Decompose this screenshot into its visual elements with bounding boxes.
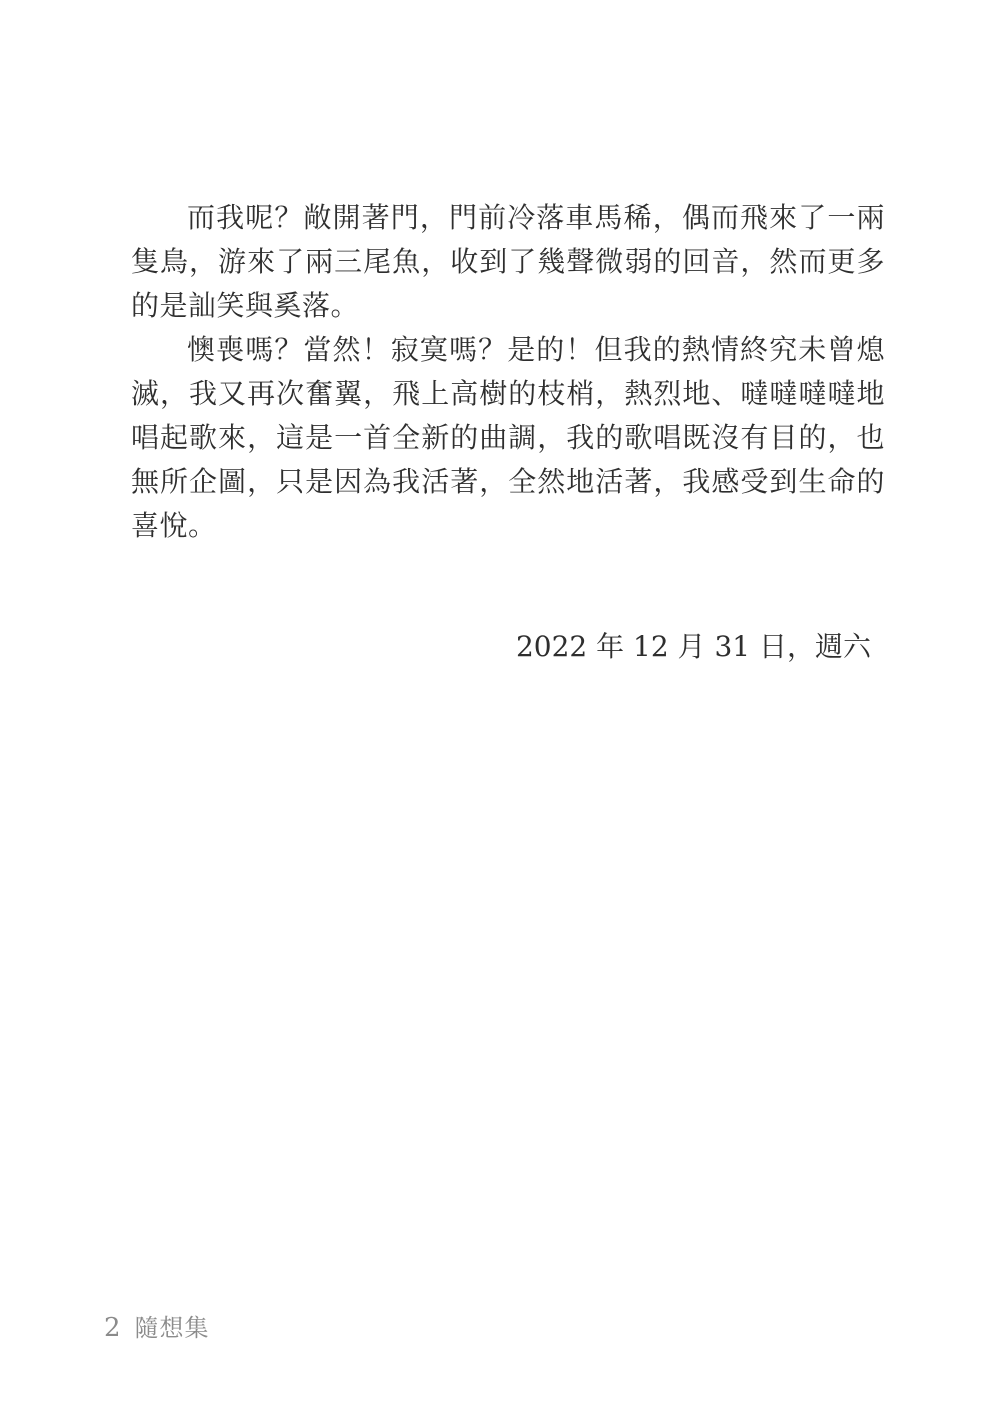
dateline: 2022 年 12 月 31 日，週六 xyxy=(515,630,871,663)
paragraph-1: 而我呢？敞開著門，門前冷落車馬稀，偶而飛來了一兩隻鳥，游來了兩三尾魚，收到了幾聲微弱的回音，然而更多的是訕笑與奚落。 xyxy=(131,201,885,322)
paragraph-2: 懊喪嗎？當然！寂寞嗎？是的！但我的熱情終究未曾熄滅，我又再次奮翼，飛上高樹的枝梢，熱烈地、噠噠噠噠地唱起歌來，這是一首全新的曲調，我的歌唱既沒有目的，也無所企圖，只是因為我活著，全然地活著，我感受到生命的喜悅。 xyxy=(131,333,885,542)
footer-page-number: 2 xyxy=(104,1313,121,1343)
footer-book-title: 隨想集 xyxy=(134,1314,210,1342)
page-footer xyxy=(104,1313,210,1343)
page-content xyxy=(131,196,885,664)
